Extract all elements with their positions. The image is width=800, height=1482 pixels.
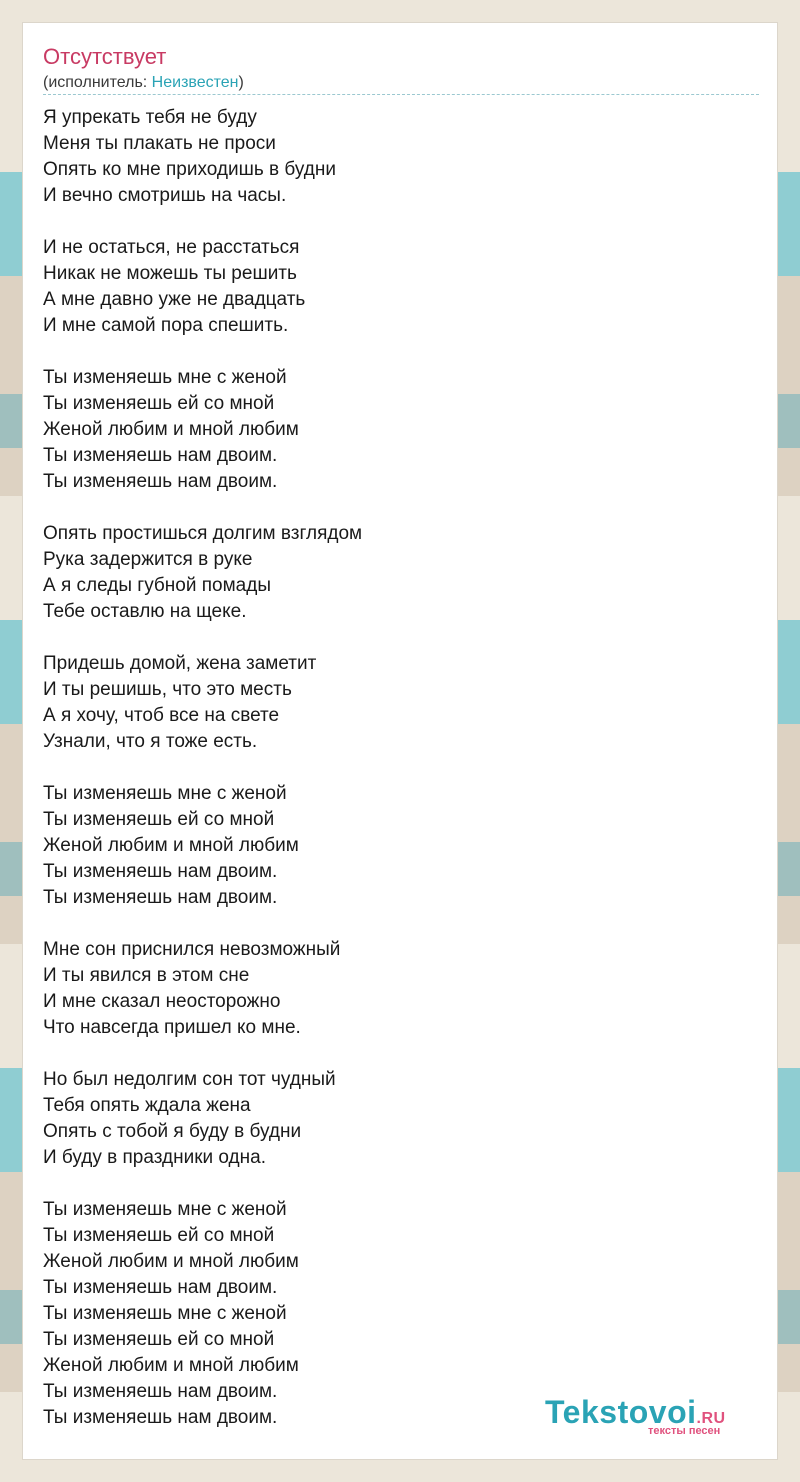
lyric-line: Рука задержится в руке — [43, 549, 253, 570]
lyric-line: Женой любим и мной любим — [43, 419, 299, 440]
lyric-line: Тебе оставлю на щеке. — [43, 601, 247, 622]
lyric-line: Опять простишься долгим взглядом — [43, 523, 363, 544]
lyric-line: Ты изменяешь ей со мной — [43, 809, 275, 830]
lyric-line: Придешь домой, жена заметит — [43, 653, 317, 674]
lyric-line: Ты изменяешь нам двоим. — [43, 861, 278, 882]
lyrics-stanza — [43, 1067, 759, 1171]
artist-prefix: (исполнитель: — [43, 74, 152, 91]
lyric-line: Ты изменяешь нам двоим. — [43, 887, 278, 908]
lyric-line: Но был недолгим сон тот чудный — [43, 1069, 336, 1090]
artist-line — [43, 73, 244, 93]
lyric-line: Женой любим и мной любим — [43, 1251, 299, 1272]
lyrics-stanza — [43, 937, 759, 1041]
lyrics-stanza — [43, 781, 759, 911]
artist-link[interactable]: Неизвестен — [151, 74, 239, 91]
lyric-line: Ты изменяешь ей со мной — [43, 1329, 275, 1350]
logo-domain: .RU — [696, 1410, 726, 1427]
lyrics-stanza — [43, 365, 759, 495]
lyric-line: Тебя опять ждала жена — [43, 1095, 251, 1116]
lyric-line: Никак не можешь ты решить — [43, 263, 297, 284]
lyrics-body — [43, 105, 759, 1457]
lyric-line: Узнали, что я тоже есть. — [43, 731, 258, 752]
lyric-line: Что навсегда пришел ко мне. — [43, 1017, 301, 1038]
lyrics-stanza — [43, 521, 759, 625]
lyric-line: Опять ко мне приходишь в будни — [43, 159, 336, 180]
lyric-line: Опять с тобой я буду в будни — [43, 1121, 302, 1142]
lyric-line: Ты изменяешь мне с женой — [43, 1303, 287, 1324]
lyrics-card — [22, 22, 778, 1460]
lyric-line: А я хочу, чтоб все на свете — [43, 705, 280, 726]
lyric-line: Я упрекать тебя не буду — [43, 107, 257, 128]
lyric-line: Ты изменяешь ей со мной — [43, 393, 275, 414]
lyric-line: И вечно смотришь на часы. — [43, 185, 287, 206]
lyric-line: И буду в праздники одна. — [43, 1147, 266, 1168]
logo-tagline: тексты песен — [648, 1425, 721, 1437]
lyric-line: Меня ты плакать не проси — [43, 133, 276, 154]
lyric-line: Ты изменяешь мне с женой — [43, 783, 287, 804]
lyric-line: А я следы губной помады — [43, 575, 271, 596]
lyrics-stanza — [43, 235, 759, 339]
lyric-line: Ты изменяешь мне с женой — [43, 1199, 287, 1220]
artist-suffix: ) — [238, 74, 244, 91]
lyric-line: И мне самой пора спешить. — [43, 315, 289, 336]
lyric-line: Ты изменяешь нам двоим. — [43, 471, 278, 492]
lyric-line: Ты изменяешь мне с женой — [43, 367, 287, 388]
logo-main: Tekstovoi — [545, 1394, 697, 1430]
lyric-line: И ты явился в этом сне — [43, 965, 250, 986]
lyrics-stanza — [43, 105, 759, 209]
lyric-line: Женой любим и мной любим — [43, 835, 299, 856]
lyric-line: Мне сон приснился невозможный — [43, 939, 341, 960]
lyric-line: Женой любим и мной любим — [43, 1355, 299, 1376]
lyric-line: А мне давно уже не двадцать — [43, 289, 306, 310]
lyric-line: И мне сказал неосторожно — [43, 991, 281, 1012]
lyric-line: И не остаться, не расстаться — [43, 237, 300, 258]
lyrics-stanza — [43, 651, 759, 755]
lyric-line: И ты решишь, что это месть — [43, 679, 292, 700]
song-title: Отсутствует — [43, 44, 167, 69]
title-divider — [43, 94, 759, 95]
lyric-line: Ты изменяешь нам двоим. — [43, 445, 278, 466]
lyric-line: Ты изменяешь нам двоим. — [43, 1277, 278, 1298]
lyric-line: Ты изменяешь нам двоим. — [43, 1381, 278, 1402]
lyric-line: Ты изменяешь ей со мной — [43, 1225, 275, 1246]
lyric-line: Ты изменяешь нам двоим. — [43, 1407, 278, 1428]
